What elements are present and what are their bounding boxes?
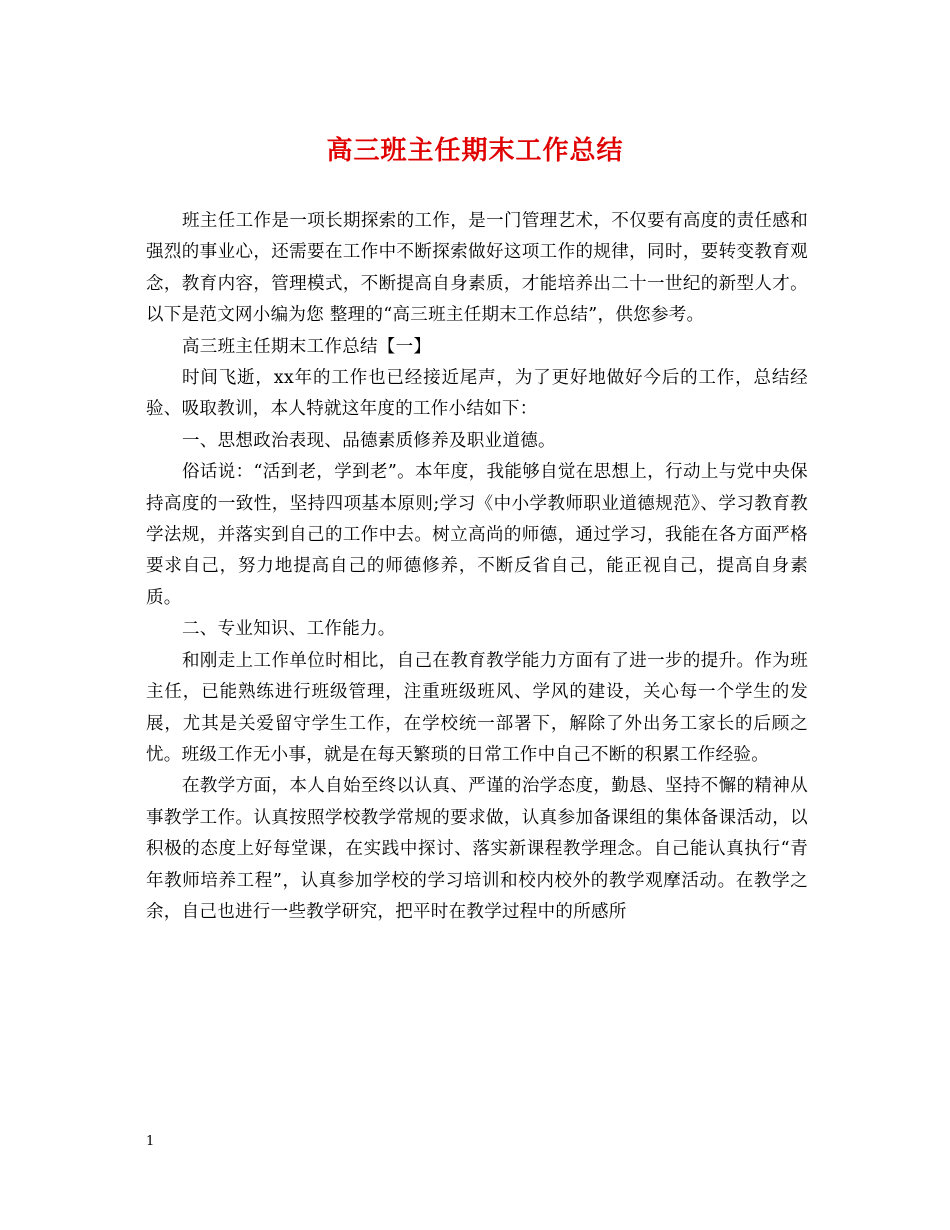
ability-paragraph: 和刚走上工作单位时相比，自己在教育教学能力方面有了进一步的提升。作为班主任，已能熟练进行班级管理，注重班级班风、学风的建设，关心每一个学生的发展，尤其是关爱留守学生工作，在学校统一部署下，解除了外出务工家长的后顾之忧。班级工作无小事，就是在每天繁琐的日常工作中自己不断的积累工作经验。 <box>146 650 808 765</box>
subheading-ability: 二、专业知识、工作能力。 <box>182 619 396 640</box>
document-title: 高三班主任期末工作总结 <box>326 136 624 166</box>
opening-paragraph: 时间飞逝，xx年的工作也已经接近尾声，为了更好地做好今后的工作，总结经验、吸取教训，本人特就这年度的工作小结如下： <box>146 368 808 420</box>
intro-paragraph: 班主任工作是一项长期探索的工作，是一门管理艺术，不仅要有高度的责任感和强烈的事业心，还需要在工作中不断探索做好这项工作的规律，同时，要转变教育观念，教育内容，管理模式，不断提高自身素质，才能培养出二十一世纪的新型人才。以下是范文网小编为您 整理的“高三班主任期末工作总结”，供您参考。 <box>146 211 808 326</box>
section-heading-one: 高三班主任期末工作总结【一】 <box>182 336 432 357</box>
teaching-paragraph: 在教学方面，本人自始至终以认真、严谨的治学态度，勤恳、坚持不懈的精神从事教学工作。认真按照学校教学常规的要求做，认真参加备课组的集体备课活动，以积极的态度上好每堂课，在实践中探讨、落实新课程教学理念。自己能认真执行“青年教师培养工程”，认真参加学校的学习培训和校内校外的教学观摩活动。在教学之余，自己也进行一些教学研究，把平时在教学过程中的所感所 <box>146 776 808 922</box>
page-number: 1 <box>146 1134 155 1149</box>
ideology-paragraph: 俗话说：“活到老，学到老”。本年度，我能够自觉在思想上，行动上与党中央保持高度的一致性，坚持四项基本原则;学习《中小学教师职业道德规范》、学习教育教学法规，并落实到自己的工作中去。树立高尚的师德，通过学习，我能在各方面严格要求自己，努力地提高自己的师德修养，不断反省自己，能正视自己，提高自身素质。 <box>146 462 808 608</box>
subheading-ideology: 一、思想政治表现、品德素质修养及职业道德。 <box>182 430 556 451</box>
document-body <box>146 206 808 928</box>
